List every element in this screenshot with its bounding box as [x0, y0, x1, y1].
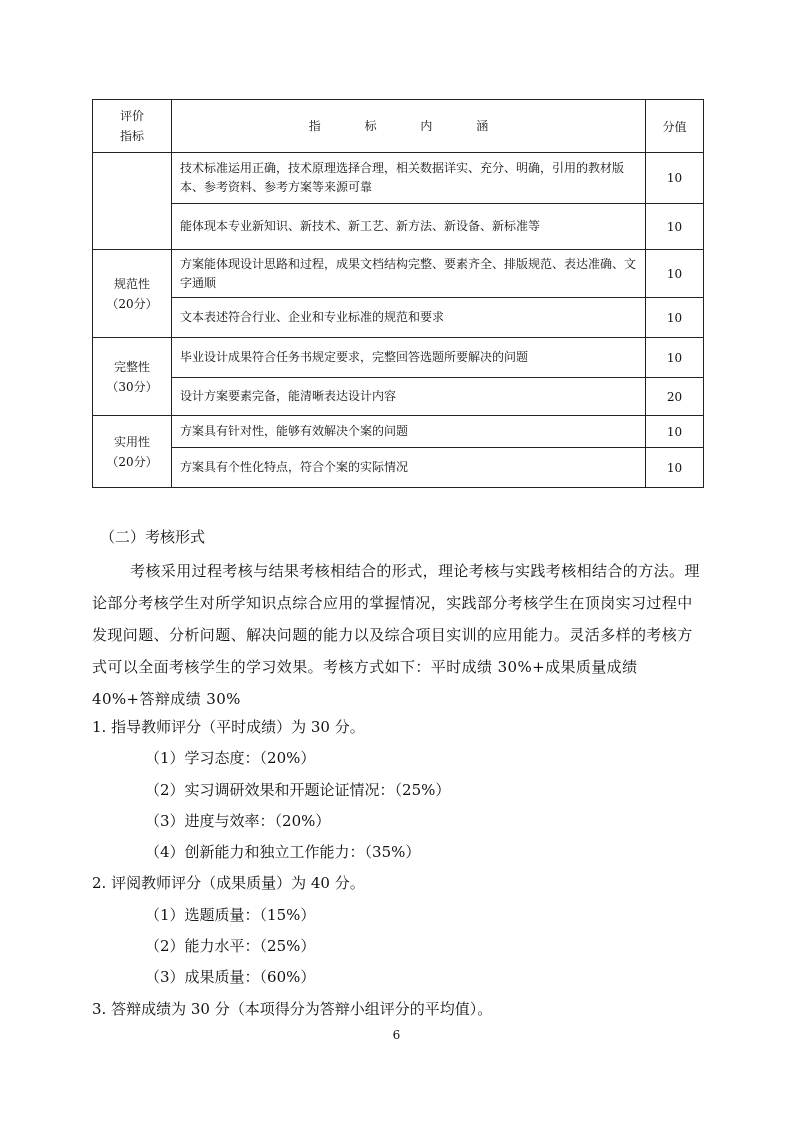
- list-item: （2）能力水平：（25%）: [145, 937, 316, 956]
- content-cell: 能体现本专业新知识、新技术、新工艺、新方法、新设备、新标准等: [172, 204, 646, 250]
- evaluation-table: [92, 99, 704, 488]
- score-cell: 10: [646, 416, 704, 448]
- content-cell: 文本表述符合行业、企业和专业标准的规范和要求: [172, 298, 646, 338]
- header-content: [172, 100, 646, 153]
- content-cell: 毕业设计成果符合任务书规定要求，完整回答选题所要解决的问题: [172, 338, 646, 378]
- header-score: 分值: [646, 100, 704, 153]
- table-row: [93, 204, 704, 250]
- section-title: （二）考核形式: [100, 528, 206, 546]
- list-item: （4）创新能力和独立工作能力：（35%）: [145, 843, 421, 862]
- table-row: [93, 298, 704, 338]
- content-cell: 方案具有针对性，能够有效解决个案的问题: [172, 416, 646, 448]
- content-cell: 设计方案要素完备，能清晰表达设计内容: [172, 378, 646, 416]
- list-item: 1. 指导教师评分（平时成绩）为 30 分。: [92, 718, 365, 736]
- header-eval: 评价 指标: [93, 100, 172, 153]
- category-cell: 完整性 （30分）: [93, 338, 172, 416]
- score-cell: 10: [646, 448, 704, 488]
- list-item: （3）成果质量：（60%）: [145, 968, 316, 987]
- body-paragraph: 考核采用过程考核与结果考核相结合的形式，理论考核与实践考核相结合的方法。理论部分考核学生对所学知识点综合应用的掌握情况，实践部分考核学生在顶岗实习过程中发现问题、分析问题、解决问题的能力以及综合项目实训的应用能力。灵活多样的考核方式可以全面考核学生的学习效果。考核方式如下：平时成绩 30%+成果质量成绩 40%+答辩成绩 30%: [92, 562, 700, 708]
- content-cell: 方案具有个性化特点，符合个案的实际情况: [172, 448, 646, 488]
- score-cell: 10: [646, 153, 704, 204]
- page-number: 6: [392, 1028, 401, 1042]
- list-item: （3）进度与效率：（20%）: [145, 811, 331, 830]
- category-cell: 规范性 （20分）: [93, 250, 172, 338]
- category-cell: [93, 153, 172, 250]
- scoring-list: [92, 712, 702, 1025]
- list-item: （2）实习调研效果和开题论证情况：（25%）: [145, 780, 451, 799]
- table-row: [93, 338, 704, 378]
- list-item: 2. 评阅教师评分（成果质量）为 40 分。: [92, 874, 365, 893]
- table-row: [93, 448, 704, 488]
- score-cell: 10: [646, 250, 704, 298]
- list-item: 3. 答辩成绩为 30 分（本项得分为答辩小组评分的平均值）。: [92, 999, 493, 1018]
- table-row: [93, 153, 704, 204]
- table-row: [93, 416, 704, 448]
- header-content-label: 指 标 内 涵: [308, 118, 509, 133]
- category-cell: 实用性 （20分）: [93, 416, 172, 488]
- score-cell: 10: [646, 298, 704, 338]
- content-cell: 技术标准运用正确，技术原理选择合理，相关数据详实、充分、明确，引用的教材版本、参考资料、参考方案等来源可靠: [172, 153, 646, 204]
- score-cell: 20: [646, 378, 704, 416]
- list-item: （1）选题质量：（15%）: [145, 905, 316, 924]
- table-row: [93, 250, 704, 298]
- score-cell: 10: [646, 204, 704, 250]
- content-cell: 方案能体现设计思路和过程，成果文档结构完整、要素齐全、排版规范、表达准确、文字通顺: [172, 250, 646, 298]
- list-item: （1）学习态度：（20%）: [145, 749, 316, 768]
- table-header-row: [93, 100, 704, 153]
- table-row: [93, 378, 704, 416]
- score-cell: 10: [646, 338, 704, 378]
